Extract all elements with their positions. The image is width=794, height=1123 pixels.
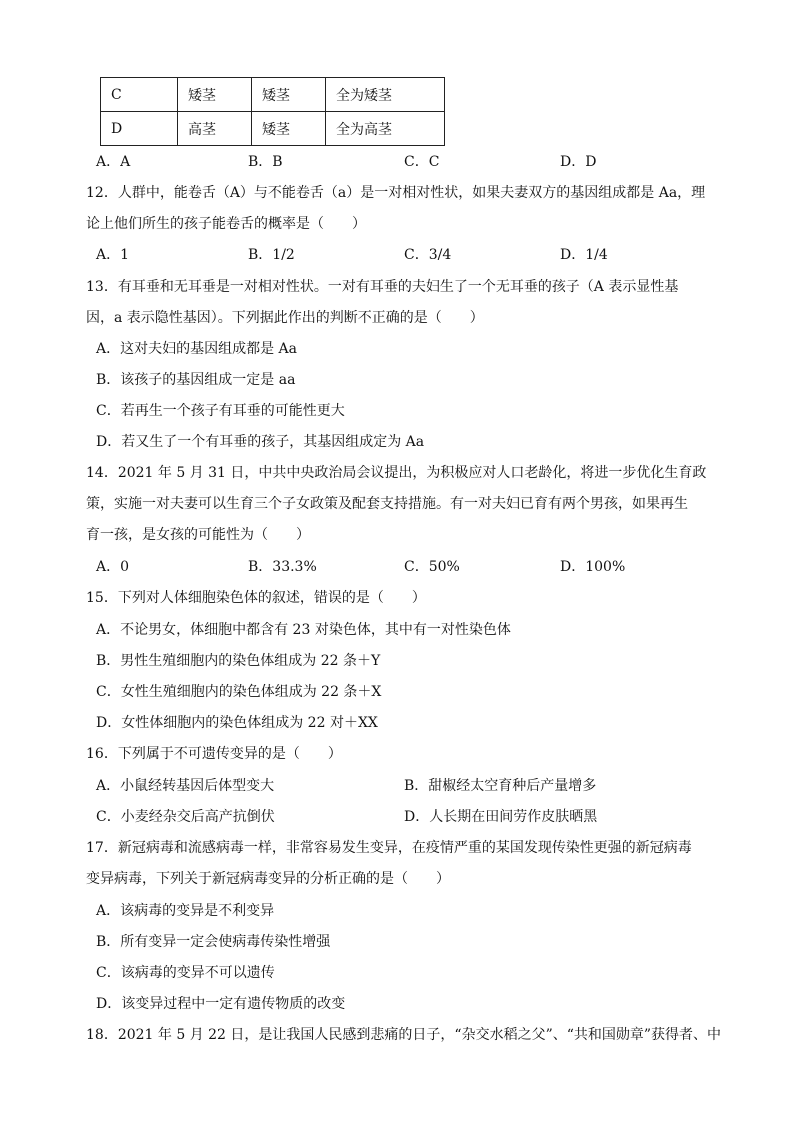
q13-option-d: D．若又生了一个有耳垂的孩子，其基因组成定为 Aa (96, 434, 425, 450)
table-row (101, 78, 445, 112)
q18-stem-line-1: 18．2021 年 5 月 22 日，是让我国人民感到悲痛的日子，“杂交水稻之父”、“共和国勋章”获得者、中 (86, 1027, 722, 1043)
q14-stem-line-3: 育一孩，是女孩的可能性为（ ） (86, 527, 310, 543)
q15-option-c: C．女性生殖细胞内的染色体组成为 22 条＋X (96, 684, 382, 700)
q12-option-d: D．1/4 (560, 247, 608, 263)
q12-option-b: B．1/2 (248, 247, 295, 263)
q16-option-a: A．小鼠经转基因后体型变大 (96, 778, 275, 794)
q13-option-b: B．该孩子的基因组成一定是 aa (96, 372, 296, 388)
q15-option-a: A．不论男女，体细胞中都含有 23 对染色体，其中有一对性染色体 (96, 622, 511, 638)
table-cell: 全为矮茎 (326, 78, 445, 112)
q12-option-c: C．3/4 (404, 247, 452, 263)
q15-option-b: B．男性生殖细胞内的染色体组成为 22 条＋Y (96, 653, 381, 669)
q16-stem-line-1: 16．下列属于不可遗传变异的是（ ） (86, 746, 342, 762)
q11-option-d: D．D (560, 154, 597, 170)
q12-stem-line-2: 论上他们所生的孩子能卷舌的概率是（ ） (86, 216, 366, 232)
q11-option-a: A．A (96, 154, 131, 170)
table-cell: 矮茎 (178, 78, 252, 112)
table-cell: C (101, 78, 178, 112)
q14-stem-line-2: 策，实施一对夫妻可以生育三个子女政策及配套支持措施。有一对夫妇已育有两个男孩，如果再生 (86, 496, 688, 512)
q13-option-c: C．若再生一个孩子有耳垂的可能性更大 (96, 403, 345, 419)
q14-option-c: C．50% (404, 559, 460, 575)
table-cell: 矮茎 (252, 78, 326, 112)
q13-option-a: A．这对夫妇的基因组成都是 Aa (96, 341, 298, 357)
table-cell: 高茎 (178, 112, 252, 146)
q13-stem-line-1: 13．有耳垂和无耳垂是一对相对性状。一对有耳垂的夫妇生了一个无耳垂的孩子（A 表示显性基 (86, 279, 679, 295)
q12-option-a: A．1 (96, 247, 130, 263)
answer-table (100, 77, 445, 146)
q16-option-c: C．小麦经杂交后高产抗倒伏 (96, 809, 275, 825)
q15-option-d: D．女性体细胞内的染色体组成为 22 对＋XX (96, 715, 378, 731)
q12-stem-line-1: 12．人群中，能卷舌（A）与不能卷舌（a）是一对相对性状，如果夫妻双方的基因组成都是 Aa，理 (86, 185, 706, 201)
q14-option-d: D．100% (560, 559, 626, 575)
q17-stem-line-1: 17．新冠病毒和流感病毒一样，非常容易发生变异，在疫情严重的某国发现传染性更强的新冠病毒 (86, 840, 692, 856)
q11-option-c: C．C (404, 154, 440, 170)
table-cell: 全为高茎 (326, 112, 445, 146)
q17-option-c: C．该病毒的变异不可以遗传 (96, 965, 275, 981)
table-row (101, 112, 445, 146)
q13-stem-line-2: 因，a 表示隐性基因）。下列据此作出的判断不正确的是（ ） (86, 310, 484, 326)
q16-option-b: B．甜椒经太空育种后产量增多 (404, 778, 597, 794)
q16-option-d: D．人长期在田间劳作皮肤晒黑 (404, 809, 598, 825)
q14-option-b: B．33.3% (248, 559, 317, 575)
q15-stem-line-1: 15．下列对人体细胞染色体的叙述，错误的是（ ） (86, 590, 426, 606)
q17-stem-line-2: 变异病毒，下列关于新冠病毒变异的分析正确的是（ ） (86, 871, 450, 887)
table-cell: D (101, 112, 178, 146)
table-cell: 矮茎 (252, 112, 326, 146)
q14-stem-line-1: 14．2021 年 5 月 31 日，中共中央政治局会议提出，为积极应对人口老龄化，将进一步优化生育政 (86, 465, 707, 481)
q17-option-d: D．该变异过程中一定有遗传物质的改变 (96, 996, 346, 1012)
q14-option-a: A．0 (96, 559, 130, 575)
q17-option-b: B．所有变异一定会使病毒传染性增强 (96, 934, 331, 950)
q11-option-b: B．B (248, 154, 283, 170)
q17-option-a: A．该病毒的变异是不利变异 (96, 903, 275, 919)
